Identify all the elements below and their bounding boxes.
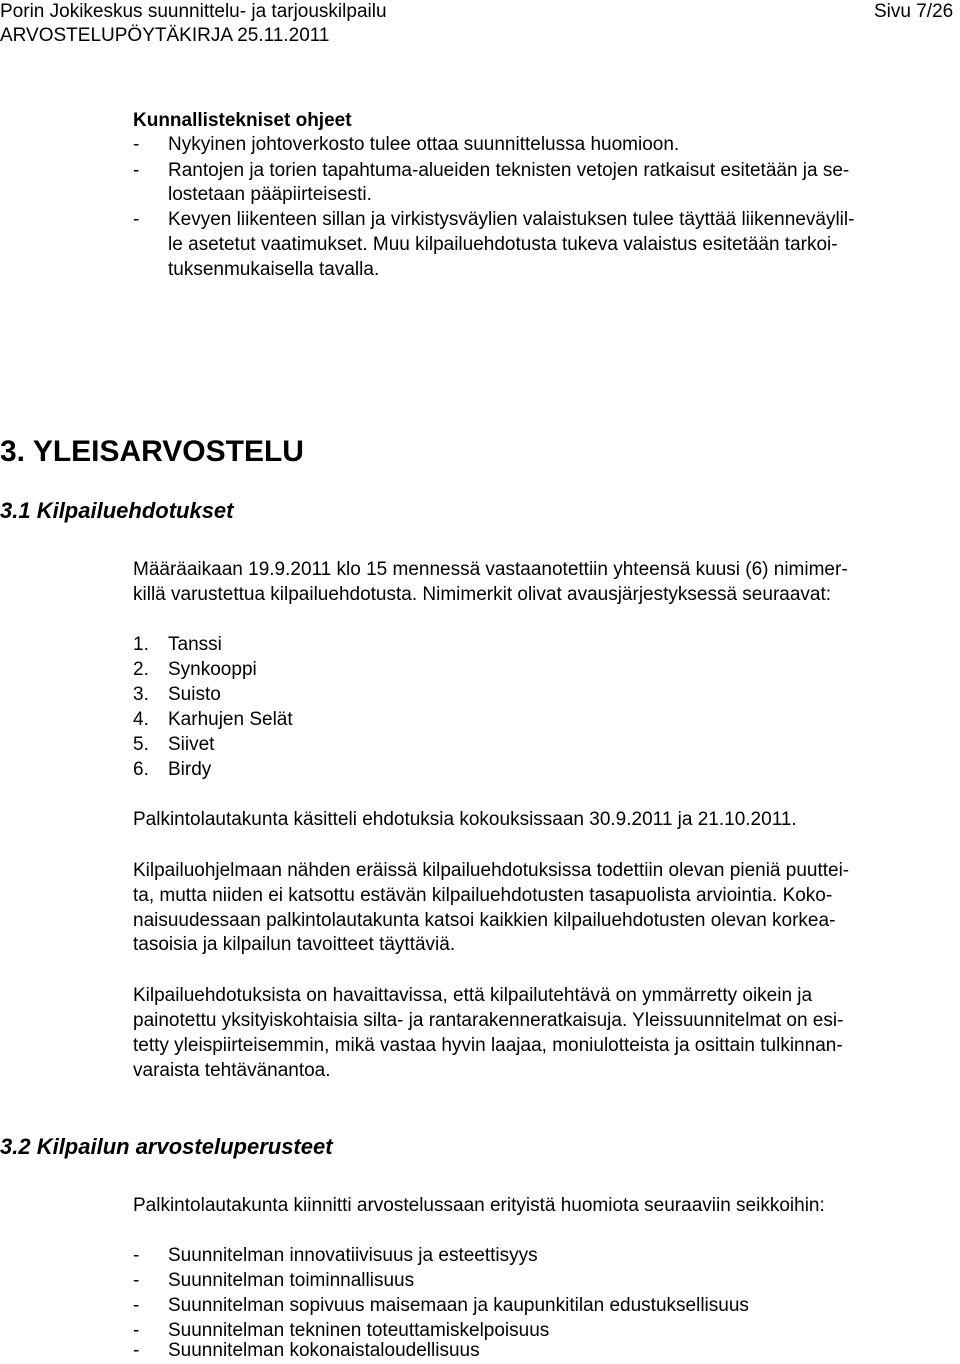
paragraph-line: painotettu yksityiskohtaisia silta- ja rantarakenneratkaisuja. Yleissuunnitelmat on esi-	[133, 1010, 844, 1031]
criteria-item: Suunnitelman kokonaistaloudellisuus	[168, 1340, 480, 1361]
bullet-dash: -	[133, 134, 140, 155]
criteria-item: Suunnitelman toiminnallisuus	[168, 1270, 415, 1291]
page-number: Sivu 7/26	[874, 1, 954, 22]
entry-number: 6.	[133, 759, 149, 780]
bullet-text-cont: lostetaan pääpiirteisesti.	[168, 184, 372, 205]
entry-name: Synkooppi	[168, 659, 257, 680]
section-heading-kunnallistekniset: Kunnallistekniset ohjeet	[133, 110, 352, 131]
bullet-dash: -	[133, 209, 140, 230]
entry-name: Siivet	[168, 734, 215, 755]
entry-number: 4.	[133, 709, 149, 730]
paragraph-line: Kilpailuehdotuksista on havaittavissa, että kilpailutehtävä on ymmärretty oikein ja	[133, 985, 813, 1006]
bullet-dash: -	[133, 160, 140, 181]
paragraph-line: varaista tehtävänantoa.	[133, 1060, 331, 1081]
bullet-text: Nykyinen johtoverkosto tulee ottaa suunnittelussa huomioon.	[168, 134, 680, 155]
paragraph-line: Palkintolautakunta käsitteli ehdotuksia kokouksissaan 30.9.2011 ja 21.10.2011.	[133, 809, 797, 830]
paragraph-line: tetty yleispiirteisemmin, mikä vastaa hyvin laajaa, moniulotteista ja osittain tulkinnan-	[133, 1035, 843, 1056]
entry-name: Karhujen Selät	[168, 709, 293, 730]
paragraph-line: ta, mutta niiden ei katsottu estävän kilpailuehdotusten tasapuolista arviointia. Koko-	[133, 885, 833, 906]
bullet-text-cont: tuksenmukaisella tavalla.	[168, 259, 380, 280]
header-title: Porin Jokikeskus suunnittelu- ja tarjouskilpailu	[0, 1, 387, 22]
bullet-dash: -	[133, 1270, 140, 1291]
section-3-heading: 3. YLEISARVOSTELU	[0, 435, 304, 468]
section-3-2-heading: 3.2 Kilpailun arvosteluperusteet	[0, 1134, 333, 1159]
entry-name: Suisto	[168, 684, 221, 705]
bullet-text: Rantojen ja torien tapahtuma-alueiden teknisten vetojen ratkaisut esitetään ja se-	[168, 160, 850, 181]
paragraph-line: tasoisia ja kilpailun tavoitteet täyttäviä.	[133, 934, 456, 955]
entry-name: Tanssi	[168, 634, 222, 655]
paragraph-line: killä varustettua kilpailuehdotusta. Nimimerkit olivat avausjärjestyksessä seuraavat:	[133, 584, 832, 605]
bullet-text: Kevyen liikenteen sillan ja virkistysväylien valaistuksen tulee täyttää liikenneväylil-	[168, 209, 855, 230]
bullet-dash: -	[133, 1320, 140, 1341]
criteria-item: Suunnitelman sopivuus maisemaan ja kaupunkitilan edustuksellisuus	[168, 1295, 749, 1316]
bullet-dash: -	[133, 1295, 140, 1316]
section-3-1-heading: 3.1 Kilpailuehdotukset	[0, 498, 234, 523]
entry-name: Birdy	[168, 759, 212, 780]
criteria-item: Suunnitelman tekninen toteuttamiskelpoisuus	[168, 1320, 550, 1341]
header-subtitle: ARVOSTELUPÖYTÄKIRJA 25.11.2011	[0, 25, 330, 46]
entry-number: 3.	[133, 684, 149, 705]
paragraph-line: Palkintolautakunta kiinnitti arvostelussaan erityistä huomiota seuraaviin seikkoihin:	[133, 1195, 825, 1216]
entry-number: 1.	[133, 634, 149, 655]
paragraph-line: naisuudessaan palkintolautakunta katsoi kaikkien kilpailuehdotusten olevan korkea-	[133, 910, 836, 931]
entry-number: 5.	[133, 734, 149, 755]
bullet-dash: -	[133, 1245, 140, 1266]
paragraph-line: Määräaikaan 19.9.2011 klo 15 mennessä vastaanotettiin yhteensä kuusi (6) nimimer-	[133, 559, 848, 580]
bullet-dash: -	[133, 1340, 140, 1361]
paragraph-line: Kilpailuohjelmaan nähden eräissä kilpailuehdotuksissa todettiin olevan pieniä puuttei-	[133, 860, 850, 881]
entry-number: 2.	[133, 659, 149, 680]
bullet-text-cont: le asetetut vaatimukset. Muu kilpailuehdotusta tukeva valaistus esitetään tarkoi-	[168, 234, 838, 255]
criteria-item: Suunnitelman innovatiivisuus ja esteettisyys	[168, 1245, 538, 1266]
